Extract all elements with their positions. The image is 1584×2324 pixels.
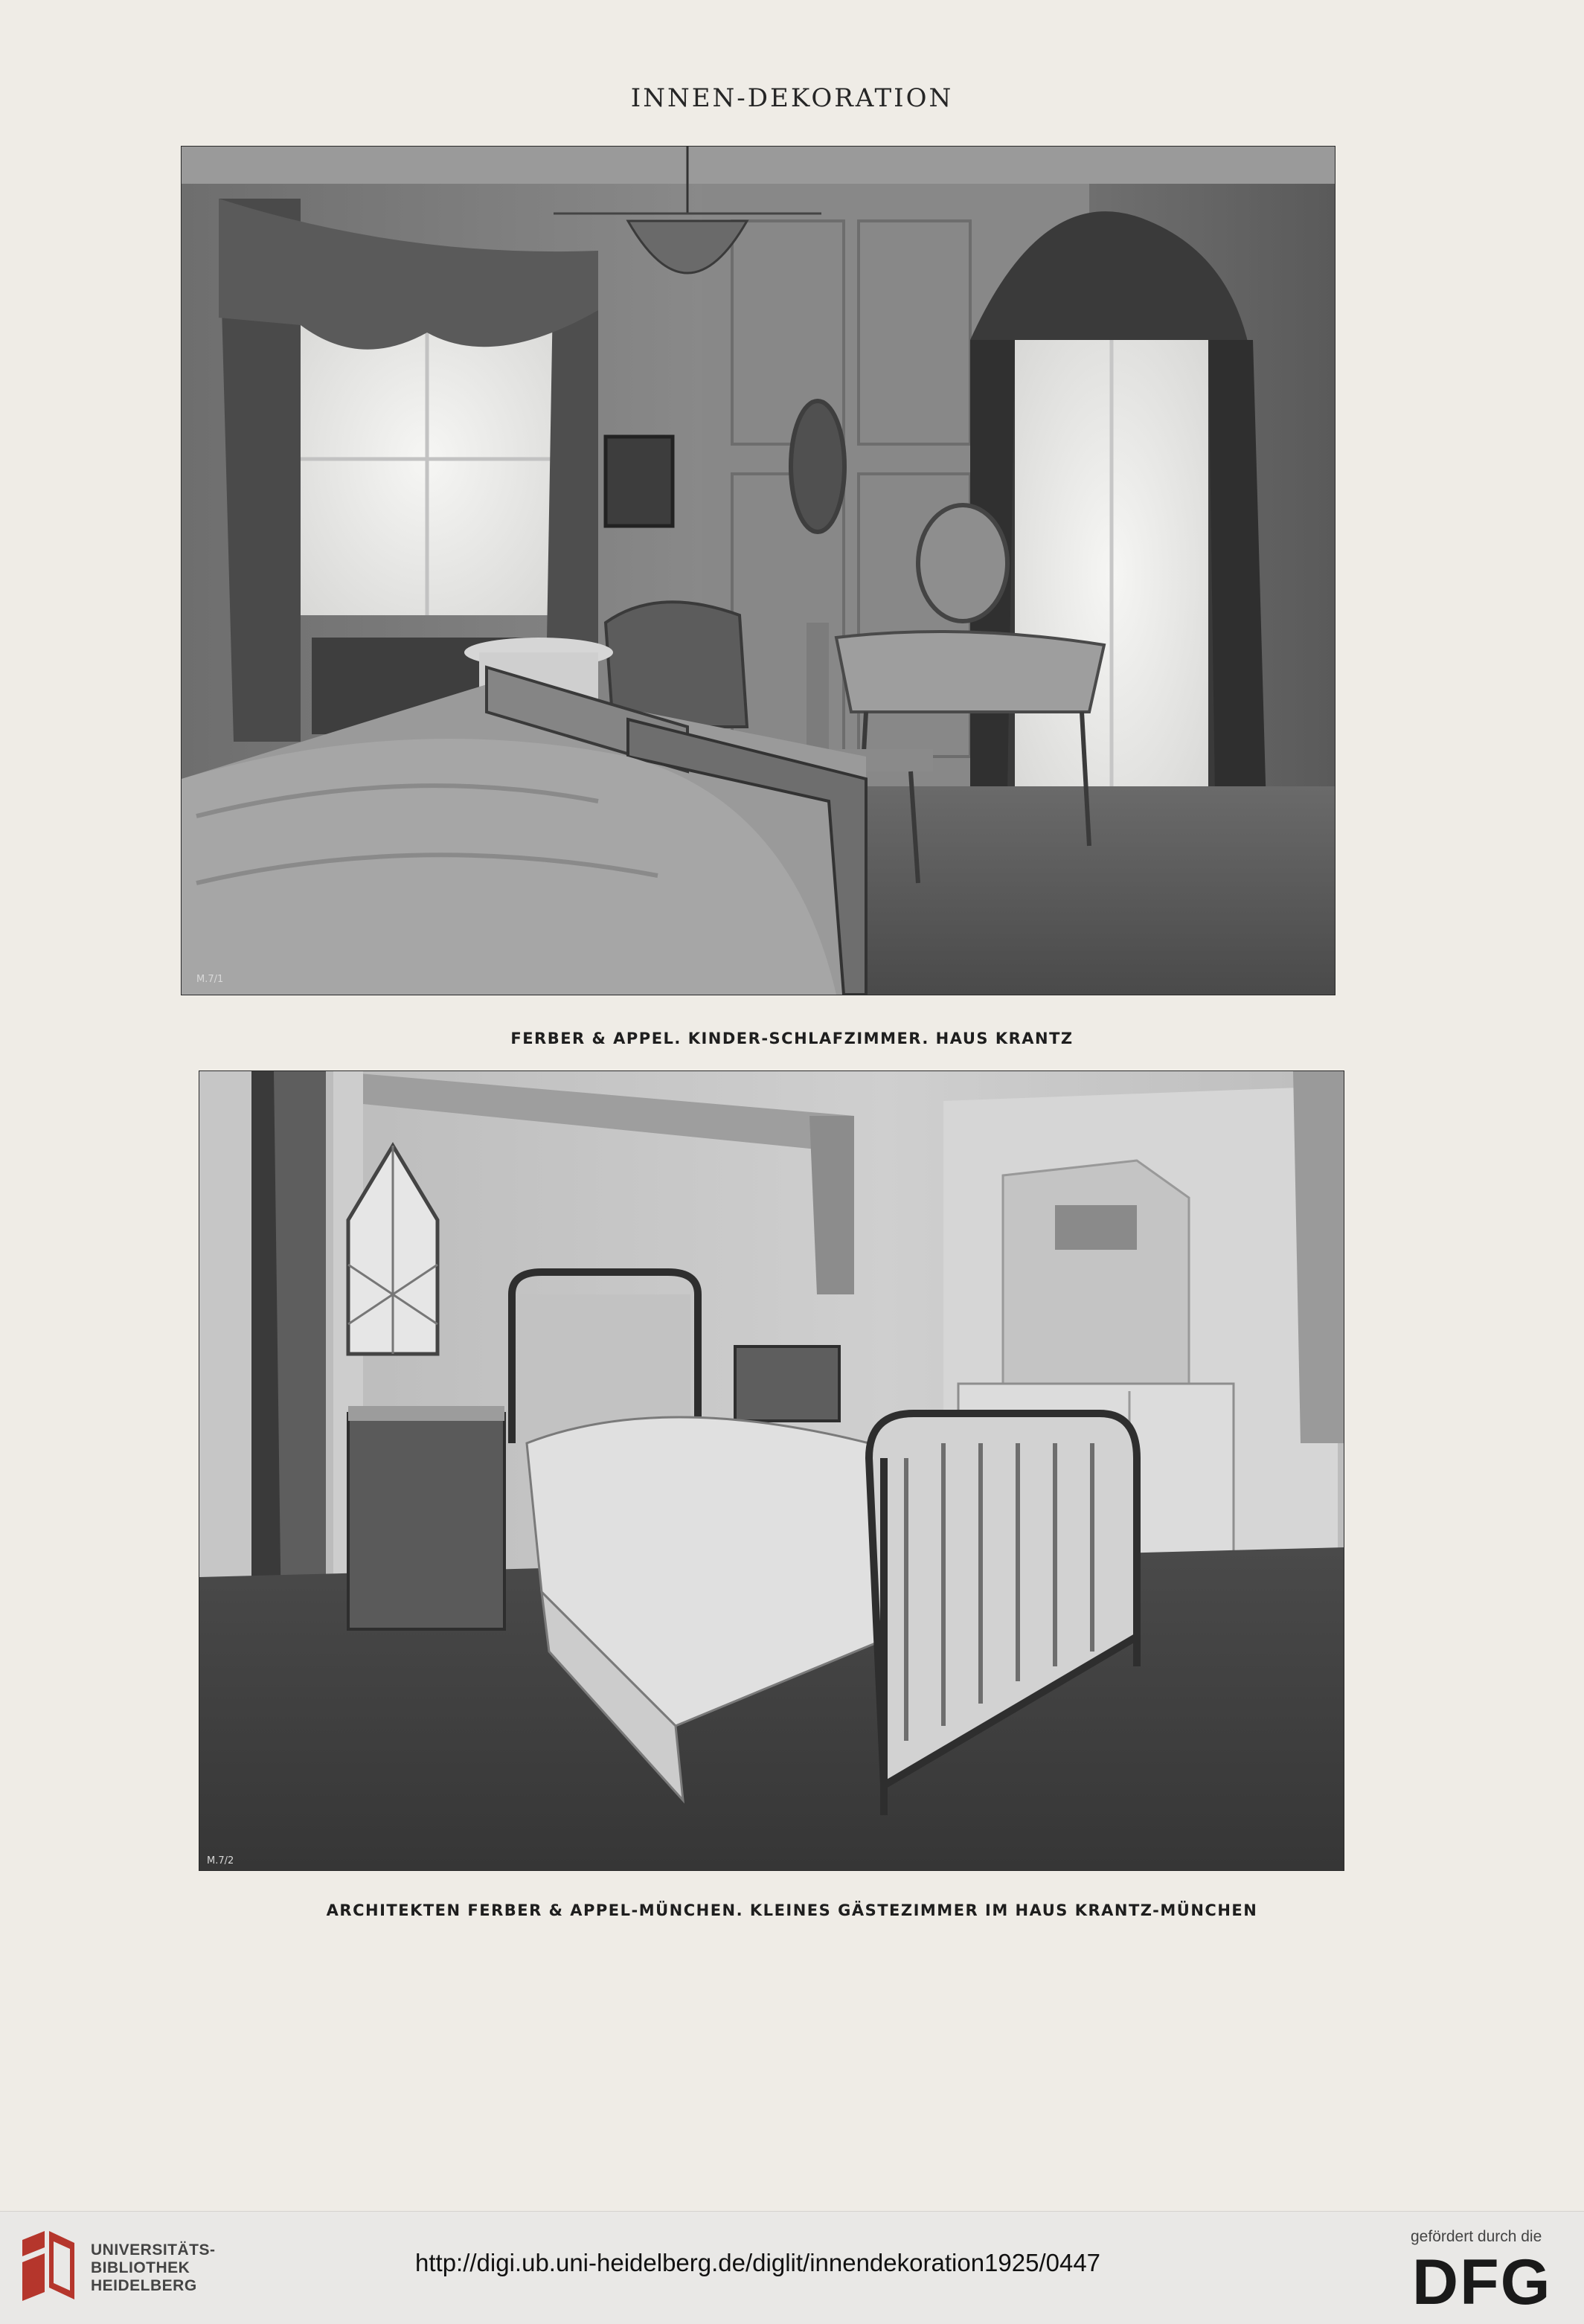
photo-kinder-schlafzimmer bbox=[182, 147, 1335, 995]
plate-mark: M.7/1 bbox=[196, 974, 224, 985]
caption-figure-2: ARCHITEKTEN FERBER & APPEL-MÜNCHEN. KLEINES GÄSTEZIMMER IM HAUS KRANTZ-MÜNCHEN bbox=[326, 1901, 1258, 1919]
permalink-url[interactable]: http://digi.ub.uni-heidelberg.de/diglit/innendekoration1925/0447 bbox=[415, 2249, 1101, 2276]
library-name-line: BIBLIOTHEK bbox=[91, 2259, 190, 2276]
bedroom-photo-illustration bbox=[182, 147, 1335, 995]
photo-gaestezimmer bbox=[199, 1071, 1344, 1870]
dfg-logo: DFG bbox=[1412, 2247, 1552, 2318]
sponsor-label: gefördert durch die bbox=[1411, 2228, 1542, 2245]
plate-mark: M.7/2 bbox=[207, 1855, 234, 1866]
guest-room-photo-illustration bbox=[199, 1071, 1344, 1870]
caption-figure-1: FERBER & APPEL. KINDER-SCHLAFZIMMER. HAUS KRANTZ bbox=[510, 1030, 1074, 1047]
library-name-line: HEIDELBERG bbox=[91, 2277, 197, 2294]
library-name bbox=[91, 2241, 216, 2295]
footer-bar bbox=[0, 2211, 1584, 2324]
running-head: INNEN-DEKORATION bbox=[630, 83, 954, 113]
library-name-line: UNIVERSITÄTS- bbox=[91, 2241, 216, 2259]
university-library-logo-icon bbox=[15, 2225, 82, 2311]
